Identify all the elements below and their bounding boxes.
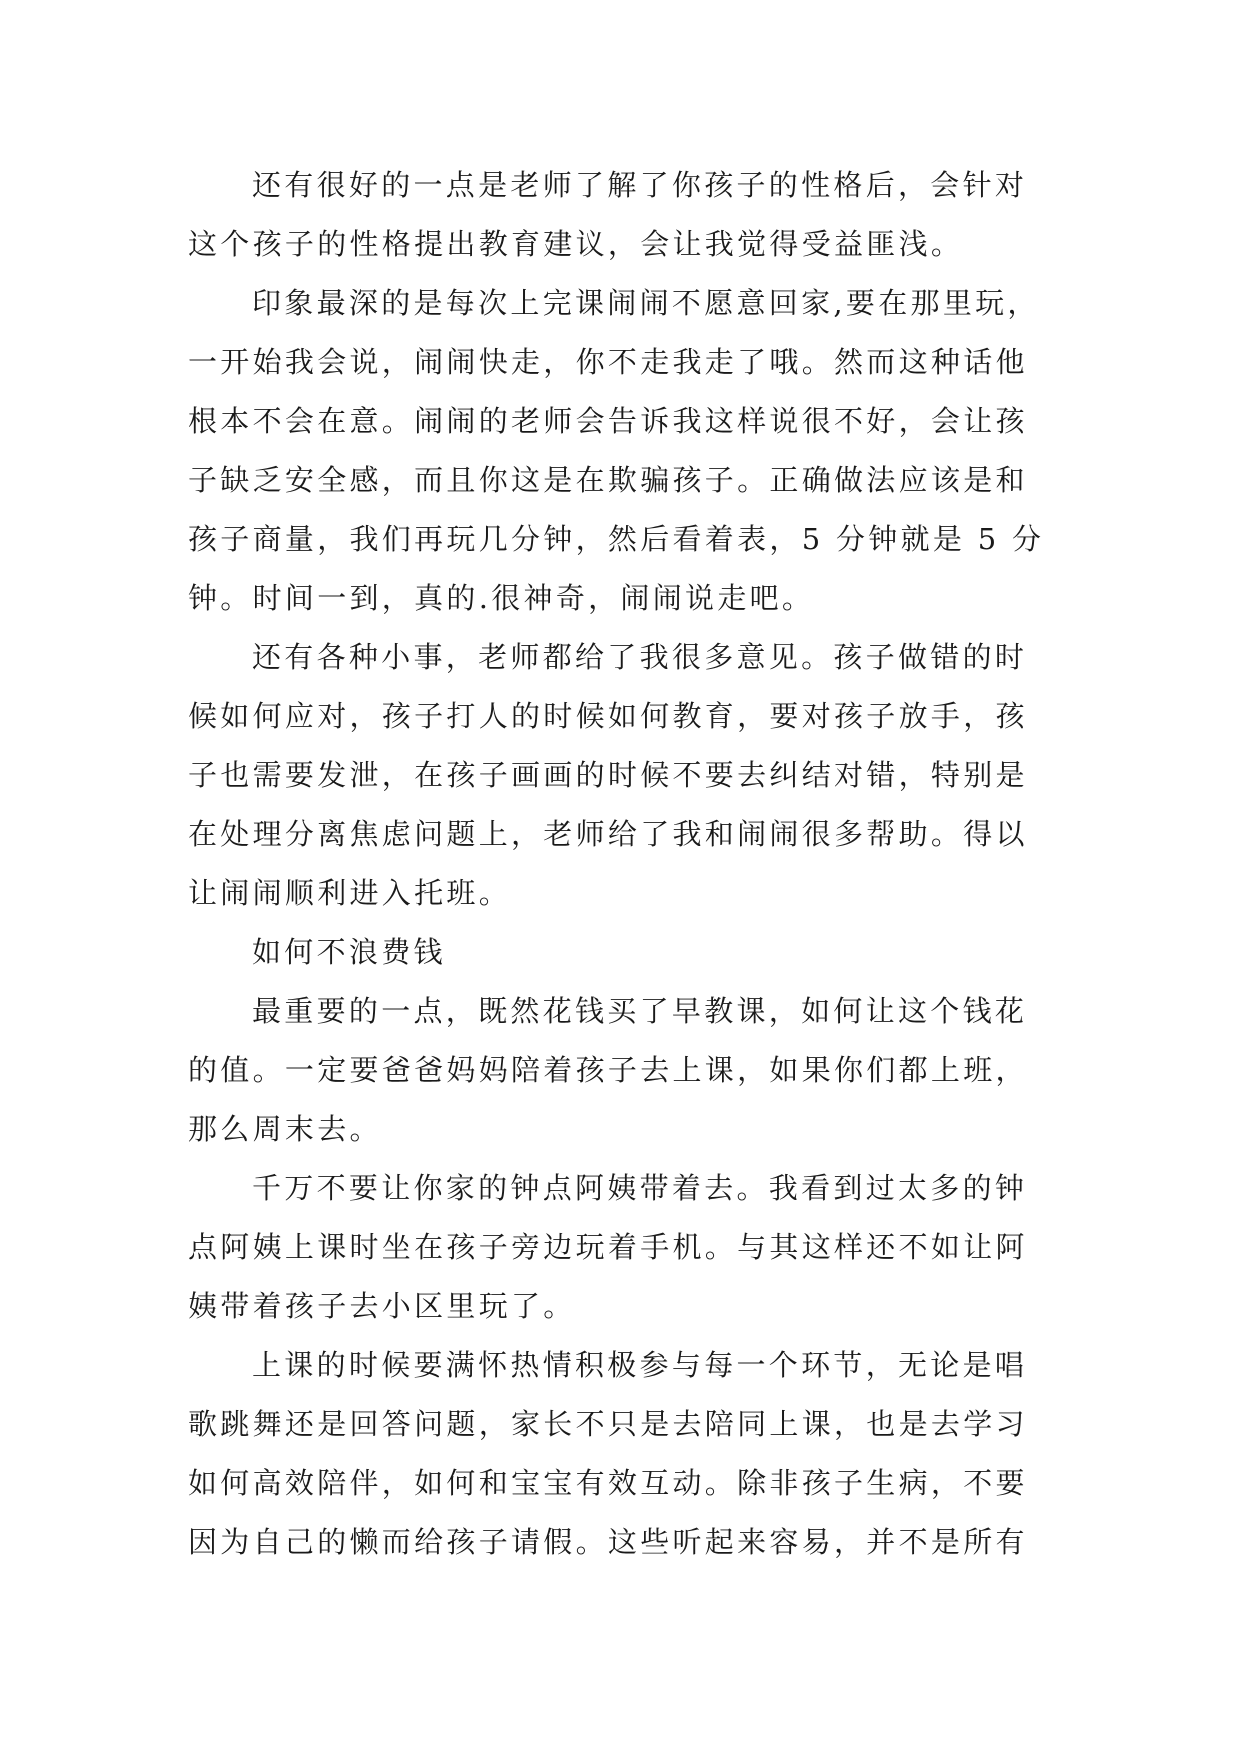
- text-line: 这个孩子的性格提出教育建议，会让我觉得受益匪浅。: [188, 227, 964, 261]
- text-line: 点阿姨上课时坐在孩子旁边玩着手机。与其这样还不如让阿: [188, 1230, 1028, 1264]
- text-line: 候如何应对，孩子打人的时候如何教育，要对孩子放手，孩: [188, 699, 1028, 733]
- text-line: 子缺乏安全感，而且你这是在欺骗孩子。正确做法应该是和: [188, 463, 1028, 497]
- text-line: 孩子商量，我们再玩几分钟，然后看着表，5 分钟就是 5 分: [188, 522, 1045, 556]
- text-line: 在处理分离焦虑问题上，老师给了我和闹闹很多帮助。得以: [188, 817, 1028, 851]
- text-line: 因为自己的懒而给孩子请假。这些听起来容易，并不是所有: [188, 1525, 1028, 1559]
- text-line: 上课的时候要满怀热情积极参与每一个环节，无论是唱: [252, 1348, 1028, 1382]
- text-line: 还有各种小事，老师都给了我很多意见。孩子做错的时: [252, 640, 1028, 674]
- text-line: 千万不要让你家的钟点阿姨带着去。我看到过太多的钟: [252, 1171, 1028, 1205]
- text-line: 一开始我会说，闹闹快走，你不走我走了哦。然而这种话他: [188, 345, 1028, 379]
- text-line: 印象最深的是每次上完课闹闹不愿意回家,要在那里玩，: [252, 286, 1040, 320]
- text-line: 那么周末去。: [188, 1112, 382, 1146]
- text-line: 钟。时间一到，真的.很神奇，闹闹说走吧。: [188, 581, 815, 615]
- text-line: 姨带着孩子去小区里玩了。: [188, 1289, 576, 1323]
- text-line: 让闹闹顺利进入托班。: [188, 876, 512, 910]
- section-heading: 如何不浪费钱: [252, 935, 446, 969]
- text-line: 如何高效陪伴，如何和宝宝有效互动。除非孩子生病，不要: [188, 1466, 1028, 1500]
- text-line: 歌跳舞还是回答问题，家长不只是去陪同上课，也是去学习: [188, 1407, 1028, 1441]
- text-line: 还有很好的一点是老师了解了你孩子的性格后，会针对: [252, 168, 1028, 202]
- text-line: 根本不会在意。闹闹的老师会告诉我这样说很不好，会让孩: [188, 404, 1028, 438]
- text-line: 子也需要发泄，在孩子画画的时候不要去纠结对错，特别是: [188, 758, 1028, 792]
- text-line: 的值。一定要爸爸妈妈陪着孩子去上课，如果你们都上班，: [188, 1053, 1028, 1087]
- text-line: 最重要的一点，既然花钱买了早教课，如何让这个钱花: [252, 994, 1028, 1028]
- document-body: [188, 156, 1088, 1572]
